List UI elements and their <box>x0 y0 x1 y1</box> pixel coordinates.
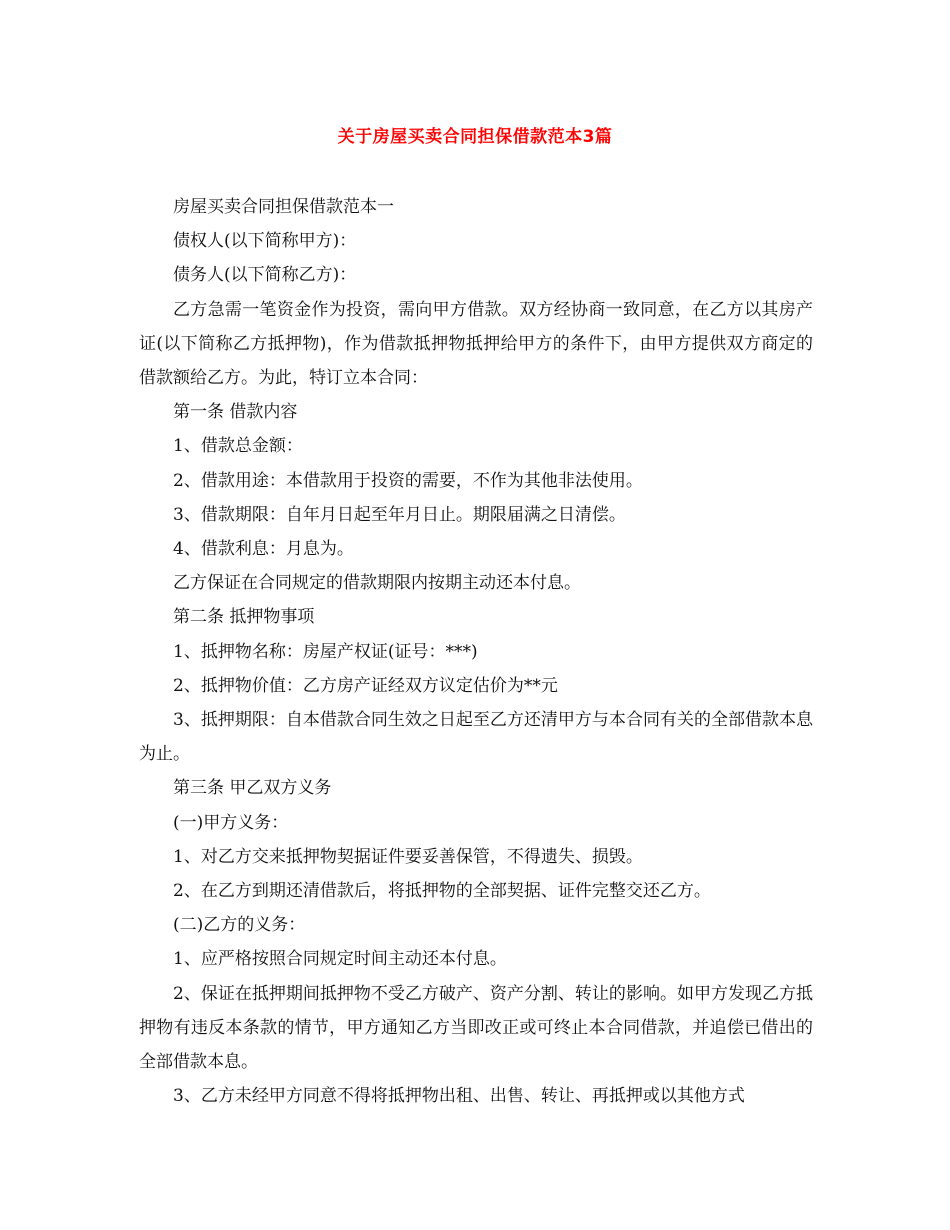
paragraph: 2、抵押物价值：乙方房产证经双方议定估价为**元 <box>173 675 558 696</box>
section-heading: 第二条 抵押物事项 <box>173 607 315 628</box>
paragraph: 1、抵押物名称：房屋产权证(证号：***) <box>173 641 478 662</box>
paragraph: 2、在乙方到期还清借款后，将抵押物的全部契据、证件完整交还乙方。 <box>173 881 711 902</box>
paragraph: 4、借款利息：月息为。 <box>173 539 354 560</box>
section-heading: 第一条 借款内容 <box>173 402 298 423</box>
section-heading: 第三条 甲乙双方义务 <box>173 778 332 799</box>
document-title: 关于房屋买卖合同担保借款范本3篇 <box>337 127 613 147</box>
paragraph: 1、应严格按照合同规定时间主动还本付息。 <box>173 949 507 970</box>
paragraph: 2、保证在抵押期间抵押物不受乙方破产、资产分割、转让的影响。如甲方发现乙方抵押物有违反本条款的情节，甲方通知乙方当即改正或可终止本合同借款，并追偿已借出的全部借款本息。 <box>139 983 813 1073</box>
paragraph: (一)甲方义务： <box>173 812 289 833</box>
paragraph: 3、借款期限：自年月日起至年月日止。期限届满之日清偿。 <box>173 504 626 525</box>
paragraph: (二)乙方的义务： <box>173 915 306 936</box>
paragraph: 乙方急需一笔资金作为投资，需向甲方借款。双方经协商一致同意，在乙方以其房产证(以下简称乙方抵押物)，作为借款抵押物抵押给甲方的条件下，由甲方提供双方商定的借款额给乙方。为此，特订立本合同： <box>139 299 813 389</box>
paragraph: 房屋买卖合同担保借款范本一 <box>173 197 394 217</box>
paragraph: 3、乙方未经甲方同意不得将抵押物出租、出售、转让、再抵押或以其他方式 <box>173 1086 745 1107</box>
paragraph: 3、抵押期限：自本借款合同生效之日起至乙方还清甲方与本合同有关的全部借款本息为止。 <box>139 710 813 765</box>
paragraph: 2、借款用途：本借款用于投资的需要，不作为其他非法使用。 <box>173 470 643 491</box>
paragraph: 债权人(以下简称甲方)： <box>173 231 357 252</box>
paragraph: 乙方保证在合同规定的借款期限内按期主动还本付息。 <box>173 573 581 594</box>
paragraph: 1、借款总金额： <box>173 436 303 457</box>
document-body <box>139 190 813 1113</box>
paragraph: 债务人(以下简称乙方)： <box>173 265 357 286</box>
paragraph: 1、对乙方交来抵押物契据证件要妥善保管，不得遗失、损毁。 <box>173 846 643 867</box>
